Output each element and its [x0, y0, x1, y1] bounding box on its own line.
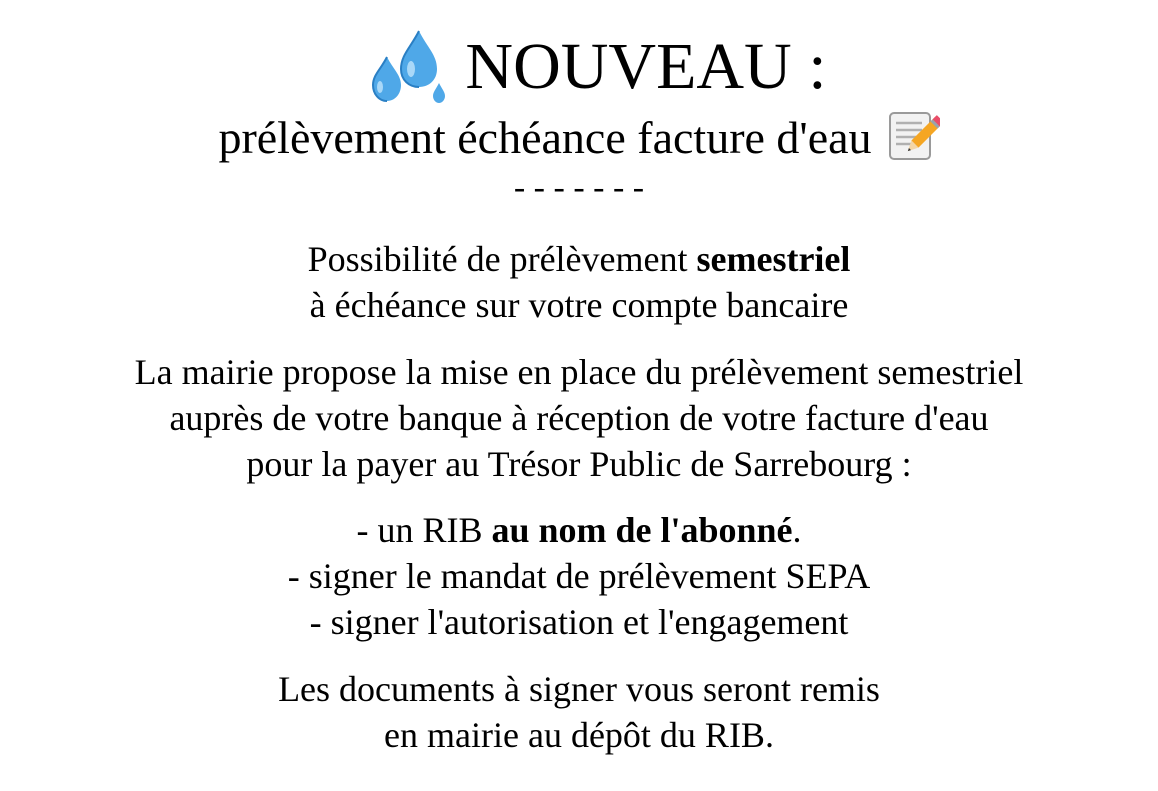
closing-line-2: en mairie au dépôt du RIB. — [384, 715, 774, 755]
closing-paragraph — [0, 666, 1158, 758]
subtitle-row — [0, 106, 1158, 170]
requirement-text: - un RIB — [356, 510, 492, 550]
description-line-2: auprès de votre banque à réception de votre facture d'eau — [169, 398, 989, 438]
sweat-droplets-icon — [367, 27, 447, 107]
requirement-item-1 — [0, 507, 1158, 553]
intro-paragraph — [0, 236, 1158, 328]
closing-line-1: Les documents à signer vous seront remis — [278, 669, 880, 709]
requirement-emphasis: au nom de l'abonné — [491, 510, 793, 550]
description-line-1: La mairie propose la mise en place du prélèvement semestriel — [134, 352, 1024, 392]
requirement-item-3: - signer l'autorisation et l'engagement — [309, 602, 849, 642]
page-title: NOUVEAU : — [465, 30, 827, 103]
intro-emphasis: semestriel — [696, 239, 851, 279]
title-row — [0, 22, 1158, 112]
memo-icon — [886, 109, 940, 163]
description-line-3: pour la payer au Trésor Public de Sarrebourg : — [246, 444, 912, 484]
requirement-punctuation: . — [792, 510, 802, 550]
description-paragraph — [0, 349, 1158, 487]
intro-line-2: à échéance sur votre compte bancaire — [309, 285, 849, 325]
intro-line-1 — [0, 236, 1158, 282]
page-subtitle: prélèvement échéance facture d'eau — [218, 112, 872, 163]
intro-text: Possibilité de prélèvement — [307, 239, 697, 279]
section-divider: - - - - - - - — [513, 169, 645, 206]
requirement-item-2: - signer le mandat de prélèvement SEPA — [287, 556, 871, 596]
requirements-list — [0, 507, 1158, 645]
